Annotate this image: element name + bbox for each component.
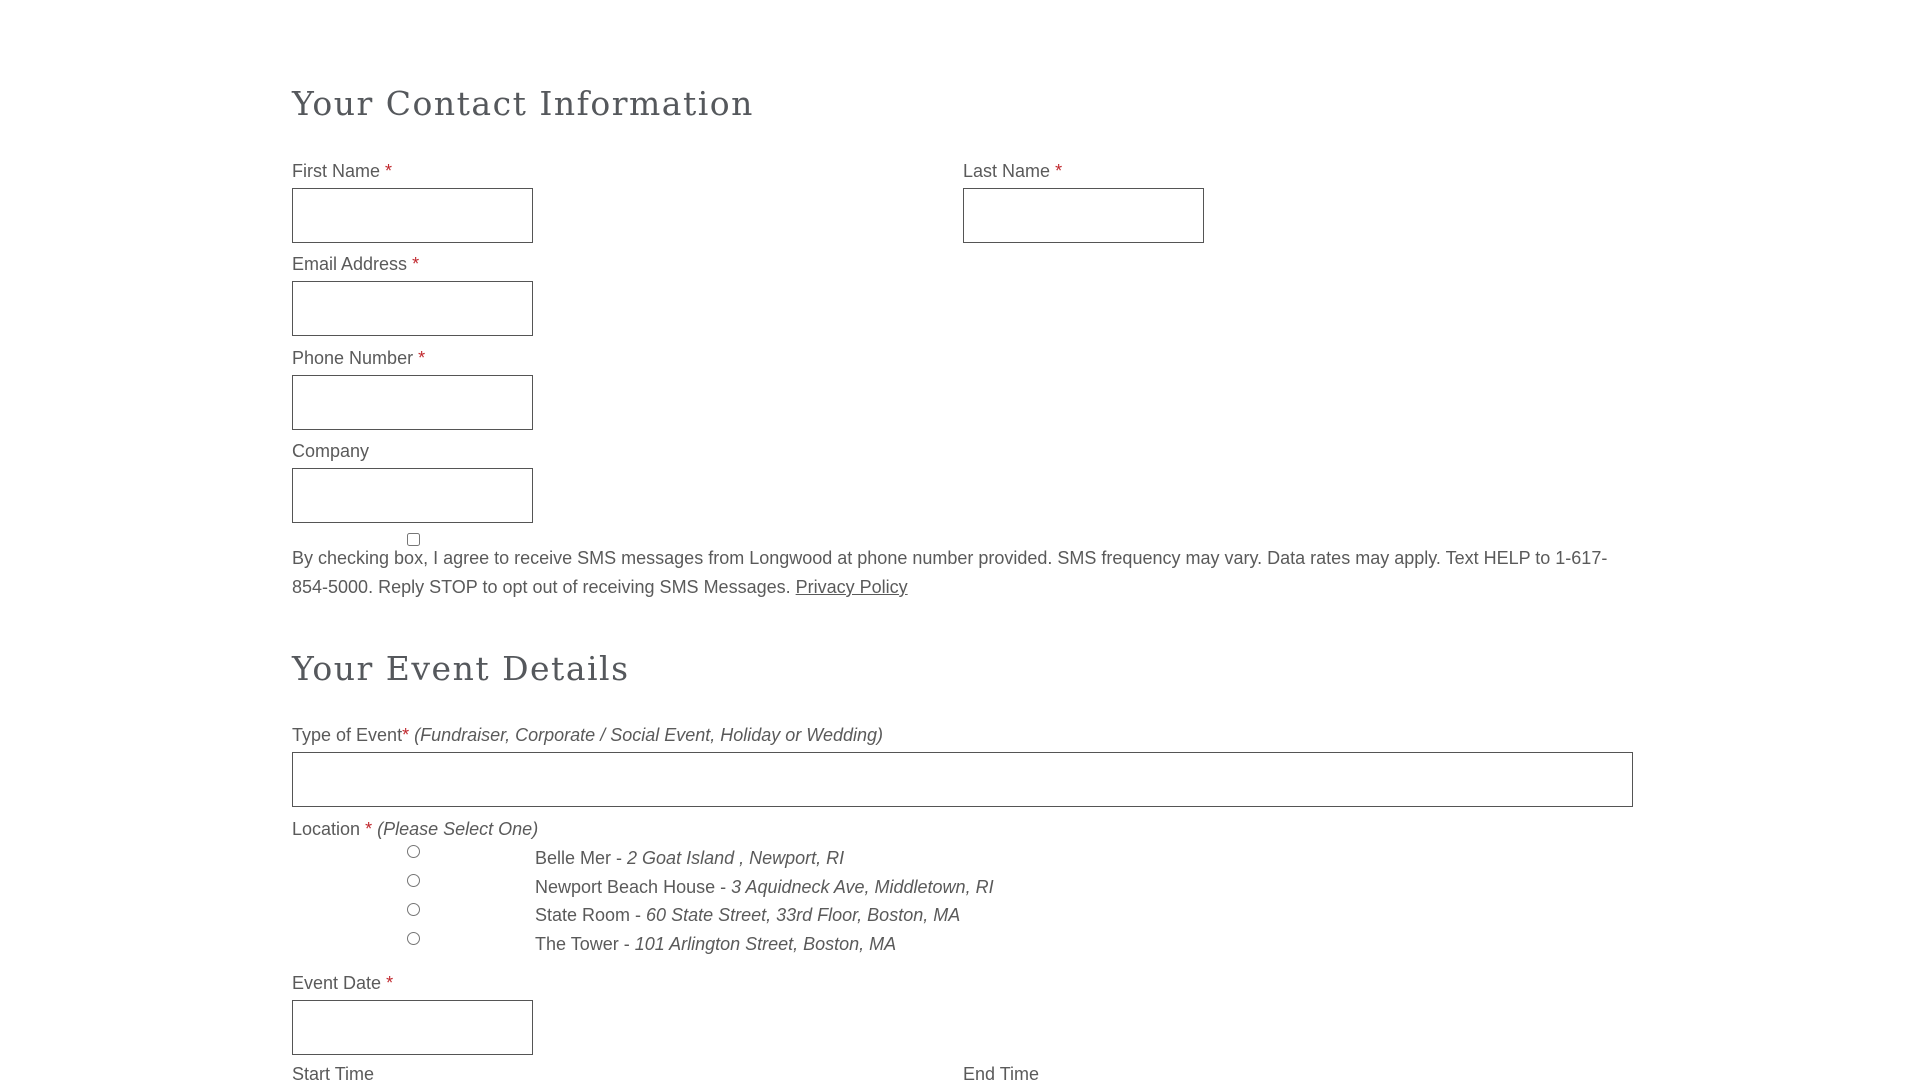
required-asterisk: * bbox=[385, 161, 393, 181]
first-name-label: First Name * bbox=[292, 161, 393, 181]
event-type-hint: (Fundraiser, Corporate / Social Event, Holiday or Wedding) bbox=[414, 725, 883, 745]
last-name-input[interactable] bbox=[963, 188, 1204, 243]
required-asterisk: * bbox=[402, 725, 410, 745]
location-radio-newport-beach-house[interactable] bbox=[407, 874, 420, 887]
event-section-title: Your Event Details bbox=[292, 649, 630, 688]
required-asterisk: * bbox=[386, 973, 394, 993]
company-input[interactable] bbox=[292, 468, 533, 523]
location-radio-the-tower[interactable] bbox=[407, 932, 420, 945]
required-asterisk: * bbox=[365, 819, 373, 839]
privacy-policy-link[interactable]: Privacy Policy bbox=[795, 577, 908, 597]
first-name-input[interactable] bbox=[292, 188, 533, 243]
location-option-state-room: State Room - 60 State Street, 33rd Floor, Boston, MA bbox=[535, 905, 961, 925]
phone-input[interactable] bbox=[292, 375, 533, 430]
company-label: Company bbox=[292, 441, 370, 461]
location-option-newport-beach-house: Newport Beach House - 3 Aquidneck Ave, Middletown, RI bbox=[535, 877, 994, 897]
event-date-input[interactable] bbox=[292, 1000, 533, 1055]
email-input[interactable] bbox=[292, 281, 533, 336]
location-radio-belle-mer[interactable] bbox=[407, 845, 420, 858]
required-asterisk: * bbox=[412, 254, 420, 274]
end-time-label: End Time bbox=[963, 1064, 1040, 1080]
required-asterisk: * bbox=[418, 348, 426, 368]
required-asterisk: * bbox=[1055, 161, 1063, 181]
start-time-label: Start Time bbox=[292, 1064, 375, 1080]
location-radio-state-room[interactable] bbox=[407, 903, 420, 916]
event-date-label: Event Date * bbox=[292, 973, 394, 993]
last-name-label: Last Name * bbox=[963, 161, 1063, 181]
event-type-input[interactable] bbox=[292, 752, 1633, 807]
location-hint: (Please Select One) bbox=[377, 819, 539, 839]
sms-consent-text: By checking box, I agree to receive SMS messages from Longwood at phone number provided. SMS frequency may vary. Data rates may apply. Text HELP to 1-617-854-5000. Reply STOP to opt out of receiving SMS Messages. Privacy Policy bbox=[292, 548, 1608, 597]
contact-section-title: Your Contact Information bbox=[292, 84, 754, 123]
location-option-the-tower: The Tower - 101 Arlington Street, Boston, MA bbox=[535, 934, 897, 954]
event-type-label: Type of Event* (Fundraiser, Corporate / Social Event, Holiday or Wedding) bbox=[292, 725, 883, 745]
email-label: Email Address * bbox=[292, 254, 420, 274]
location-option-belle-mer: Belle Mer - 2 Goat Island , Newport, RI bbox=[535, 848, 845, 868]
phone-label: Phone Number * bbox=[292, 348, 426, 368]
location-label: Location * (Please Select One) bbox=[292, 819, 539, 839]
